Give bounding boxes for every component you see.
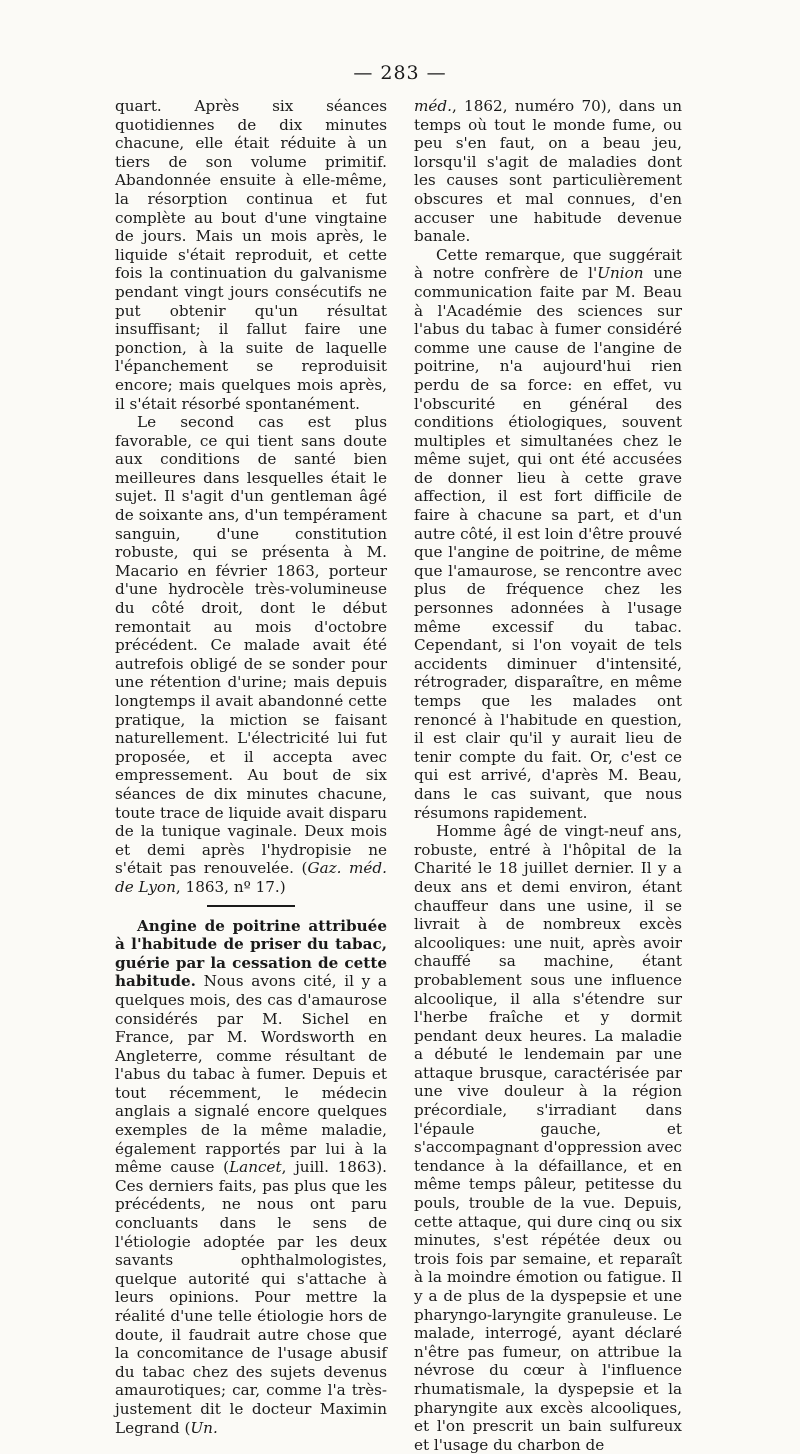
left-column [115,97,387,1437]
right-paragraph-1-text: , 1862, numéro 70), dans un temps où tout le monde fume, ou peu s'en faut, on a beau jeu, lorsqu'il s'agit de maladies dont les causes sont particulièrement obscures et mal connues, d'en accuser une habitude devenue banale. [414,97,682,246]
citation-lancet: Lancet [229,1158,282,1177]
right-paragraph-3: Homme âgé de vingt-neuf ans, robuste, entré à l'hôpital de la Charité le 18 juillet dernier. Il y a deux ans et demi environ, étant chauffeur dans une usine, il se livrait à de nombreux excès alcooliques: une nuit, après avoir chauffé sa machine, étant probablement sous une influence alcoolique, il alla s'étendre sur l'herbe fraîche et y dormit pendant deux heures. La maladie a débuté le lendemain par une attaque brusque, caractérisée par une vive douleur à la région précordiale, s'irradiant dans l'épaule gauche, et s'accompagnant d'oppression avec tendance à la défaillance, et en même temps pâleur, petitesse du pouls, trouble de la vue. Depuis, cette attaque, qui dure cinq ou six minutes, s'est répétée deux ou trois fois par semaine, et reparaît à la moindre émotion ou fatigue. Il y a de plus de la dyspepsie et une pharyngo-laryngite granuleuse. Le malade, interrogé, ayant déclaré n'être pas fumeur, on attribue la névrose du cœur à l'influence rhumatismale, la dyspepsie et la pharyngite aux excès alcooliques, et l'on prescrit un bain sulfureux et l'usage du charbon de [414,822,682,1454]
journal-union: Union [597,264,644,283]
left-paragraph-1: quart. Après six séances quotidiennes de dix minutes chacune, elle était réduite à un tiers de son volume primitif. Abandonnée ensuite à elle-même, la résorption continua et fut complète au bout d'une vingtaine de jours. Mais un mois après, le liquide s'était reproduit, et cette fois la continuation du galvanisme pendant vingt jours consécutifs ne put obtenir qu'un résultat insuffisant; il fallut faire une ponction, à la suite de laquelle l'épanchement se reproduisit encore; mais quelques mois après, il s'était résorbé spontanément. [115,97,387,413]
left-paragraph-2-text: Le second cas est plus favorable, ce qui tient sans doute aux conditions de santé bien meilleures dans lesquelles était le sujet. Il s'agit d'un gentleman âgé de soixante ans, d'un tempérament sanguin, d'une constitution robuste, qui se présenta à M. Macario en février 1863, porteur d'une hydrocèle très-volumineuse du côté droit, dont le début remontait au mois d'octobre précédent. Ce malade avait été autrefois obligé de se sonder pour une rétention d'urine; mais depuis longtemps il avait abandonné cette pratique, la miction se faisant naturellement. L'électricité lui fut proposée, et il accepta avec empressement. Au bout de six séances de dix minutes chacune, toute trace de liquide avait disparu de la tunique vaginale. Deux mois et demi après l'hydropisie ne s'était pas renouvelée. ( [115,413,387,878]
left-paragraph-2-end: , 1863, nº 17.) [175,877,286,896]
right-paragraph-2-start: Cette remarque, que suggérait à notre confrère de l' [414,245,682,283]
left-paragraph-3-mid: , juill. 1863). Ces derniers faits, pas plus que les précédents, ne nous ont paru concluants dans le sens de l'étiologie adoptée par les deux savants ophthalmologistes, quelque autorité qui s'attache à leurs opinions. Pour mettre la réalité d'une telle étiologie hors de doute, il faudrait autre chose que la concomitance de l'usage abusif du tabac chez des sujets devenus amaurotiques; car, comme l'a très-justement dit le docteur Maximin Legrand ( [115,1158,388,1437]
citation-gaz-med: Gaz. méd. de Lyon [115,859,387,896]
citation-union-medicale: Un. [190,1418,218,1437]
section-heading: Angine de poitrine attribuée à l'habitude de priser du tabac, guérie par la cessation de cette habitude. [115,916,387,991]
right-paragraph-2-rest: une communication faite par M. Beau à l'Académie des sciences sur l'abus du tabac à fumer considéré comme une cause de l'angine de poitrine, n'a aujourd'hui rien perdu de sa force: en effet, vu l'obscurité en général des conditions étiologiques, souvent multiples et simultanées chez le même sujet, qui ont été accusées de donner lieu à cette grave affection, il est fort difficile de faire à chacune sa part, et d'un autre côté, il est loin d'être prouvé que l'angine de poitrine, de même que l'amaurose, se rencontre avec plus de fréquence chez les personnes adonnées à l'usage même excessif du tabac. Cependant, si l'on voyait de tels accidents diminuer d'intensité, rétrograder, disparaître, en même temps que les malades ont renoncé à l'habitude en question, il est clair qu'il y aurait lieu de tenir compte du fait. Or, c'est ce qui est arrivé, d'après M. Beau, dans le cas suivant, que nous résumons rapidement. [414,264,682,822]
right-paragraph-1 [414,97,682,246]
left-paragraph-3-text: Nous avons cité, il y a quelques mois, des cas d'amaurose considérés par M. Sichel en France, par M. Wordsworth en Angleterre, comme résultant de l'abus du tabac à fumer. Depuis et tout récemment, le médecin anglais a signalé encore quelques exemples de la même maladie, également rapportés par lui à la même cause ( [115,972,387,1177]
citation-med: méd. [414,97,452,115]
left-paragraph-2 [115,413,387,896]
page-number: — 283 — [353,62,447,84]
right-column [414,97,682,1454]
right-paragraph-2 [414,246,682,822]
left-paragraph-3 [115,917,387,1438]
section-divider [207,905,295,907]
